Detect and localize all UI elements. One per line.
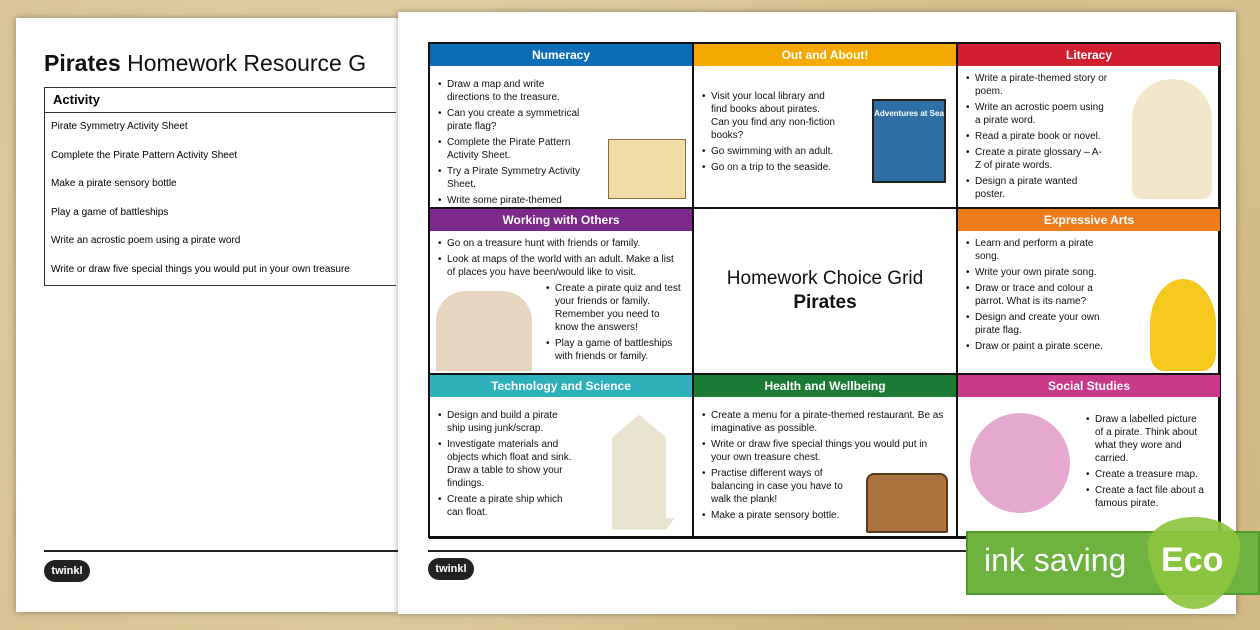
list-item: • Make a pirate sensory bottle. xyxy=(702,509,852,522)
list-item: • Play a game of battleships with friends or family. xyxy=(546,337,684,363)
pirate-character-illustration xyxy=(970,413,1070,513)
list-item: • Create a fact file about a famous pirate. xyxy=(1086,484,1206,510)
homework-choice-grid xyxy=(428,42,1220,538)
activity-list xyxy=(430,397,582,519)
activity-list xyxy=(430,66,592,220)
footer-divider xyxy=(428,550,968,552)
list-item: • Draw a labelled picture of a pirate. Think about what they wore and carried. xyxy=(1086,413,1206,465)
eco-label: Eco xyxy=(1161,541,1224,579)
activity-table xyxy=(44,87,396,286)
cell-header: Social Studies xyxy=(958,375,1220,397)
treasure-map-illustration xyxy=(608,139,686,199)
list-item: • Learn and perform a pirate song. xyxy=(966,237,1118,263)
list-item: • Look at maps of the world with an adult. Make a list of places you have been/would like to visit. xyxy=(438,253,684,279)
grid-cell-literacy xyxy=(957,43,1221,208)
table-row: Write an acrostic poem using a pirate word xyxy=(51,235,241,247)
table-row: Complete the Pirate Pattern Activity Sheet xyxy=(51,149,238,161)
grid-cell-social-studies xyxy=(957,374,1221,539)
grid-subtitle: Pirates xyxy=(793,291,857,313)
table-row: Play a game of battleships xyxy=(51,206,169,218)
parrot-illustration xyxy=(1150,279,1216,371)
ink-saving-eco-badge xyxy=(966,531,1260,595)
right-sheet-preview xyxy=(398,12,1236,614)
list-item: • Write a pirate-themed story or poem. xyxy=(966,72,1107,98)
list-item: • Write an acrostic poem using a pirate word. xyxy=(966,101,1107,127)
list-item: • Go on a treasure hunt with friends or family. xyxy=(438,237,684,250)
children-illustration xyxy=(436,291,532,371)
list-item: • Visit your local library and find books about pirates. Can you find any non-fiction books? xyxy=(702,90,838,142)
grid-cell-out-and-about xyxy=(693,43,957,208)
table-header: Activity xyxy=(45,88,396,113)
cell-header: Working with Others xyxy=(430,209,692,231)
book-illustration: Adventures at Sea xyxy=(872,99,946,183)
list-item: • Go on a trip to the seaside. xyxy=(702,161,838,174)
cell-header: Out and About! xyxy=(694,44,956,66)
cell-header: Expressive Arts xyxy=(958,209,1220,231)
cell-header: Numeracy xyxy=(430,44,692,66)
list-item: • Can you create a symmetrical pirate flag? xyxy=(438,107,584,133)
activity-list xyxy=(1078,397,1214,510)
footer-divider xyxy=(44,550,398,552)
table-row: Write or draw five special things you would put in your own treasure xyxy=(51,263,350,275)
cell-header: Literacy xyxy=(958,44,1220,66)
grid-title: Homework Choice Grid xyxy=(726,267,924,289)
left-sheet-title: Pirates Homework Resource G xyxy=(44,50,367,76)
table-row: Make a pirate sensory bottle xyxy=(51,178,177,190)
list-item: • Design and create your own pirate flag. xyxy=(966,311,1118,337)
list-item: • Draw or paint a pirate scene. xyxy=(966,340,1118,353)
list-item: • Design and build a pirate ship using junk/scrap. xyxy=(438,409,574,435)
grid-cell-expressive-arts xyxy=(957,208,1221,373)
pirate-ship-illustration xyxy=(594,415,684,530)
grid-cell-working-with-others xyxy=(429,208,693,373)
activity-list xyxy=(958,231,1126,353)
list-item: • Create a menu for a pirate-themed restaurant. Be as imaginative as possible. xyxy=(702,409,948,435)
grid-cell-health-and-wellbeing xyxy=(693,374,957,539)
list-item: • Create a pirate glossary – A-Z of pirate words. xyxy=(966,146,1107,172)
list-item: • Practise different ways of balancing in case you have to walk the plank! xyxy=(702,467,852,506)
cell-header: Health and Wellbeing xyxy=(694,375,956,397)
child-reading-illustration xyxy=(1132,79,1212,199)
table-row: Pirate Symmetry Activity Sheet xyxy=(51,121,188,132)
grid-cell-technology-and-science xyxy=(429,374,693,539)
twinkl-logo: twinkl xyxy=(428,558,474,580)
activity-list xyxy=(958,66,1115,201)
list-item: • Draw a map and write directions to the treasure. xyxy=(438,78,584,104)
treasure-chest-illustration xyxy=(866,473,948,533)
list-item: • Write your own pirate song. xyxy=(966,266,1118,279)
activity-list xyxy=(694,66,846,174)
list-item: • Design a pirate wanted poster. xyxy=(966,175,1107,201)
list-item: • Create a pirate quiz and test your friends or family. Remember you need to know the answers! xyxy=(546,282,684,334)
left-sheet-preview xyxy=(16,18,398,612)
list-item: • Write or draw five special things you would put in your own treasure chest. xyxy=(702,438,948,464)
grid-cell-numeracy xyxy=(429,43,693,208)
list-item: • Create a treasure map. xyxy=(1086,468,1206,481)
list-item: • Create a pirate ship which can float. xyxy=(438,493,574,519)
list-item: • Read a pirate book or novel. xyxy=(966,130,1107,143)
ink-saving-label: ink saving xyxy=(984,542,1127,578)
list-item: • Try a Pirate Symmetry Activity Sheet. xyxy=(438,165,584,191)
list-item: • Go swimming with an adult. xyxy=(702,145,838,158)
center-title-cell xyxy=(693,208,957,373)
list-item: • Write some pirate-themed xyxy=(438,194,584,220)
twinkl-logo: twinkl xyxy=(44,560,90,582)
list-item: • Investigate materials and objects which float and sink. Draw a table to show your findings. xyxy=(438,438,574,490)
list-item: • Complete the Pirate Pattern Activity Sheet. xyxy=(438,136,584,162)
cell-header: Technology and Science xyxy=(430,375,692,397)
list-item: • Draw or trace and colour a parrot. What is its name? xyxy=(966,282,1118,308)
